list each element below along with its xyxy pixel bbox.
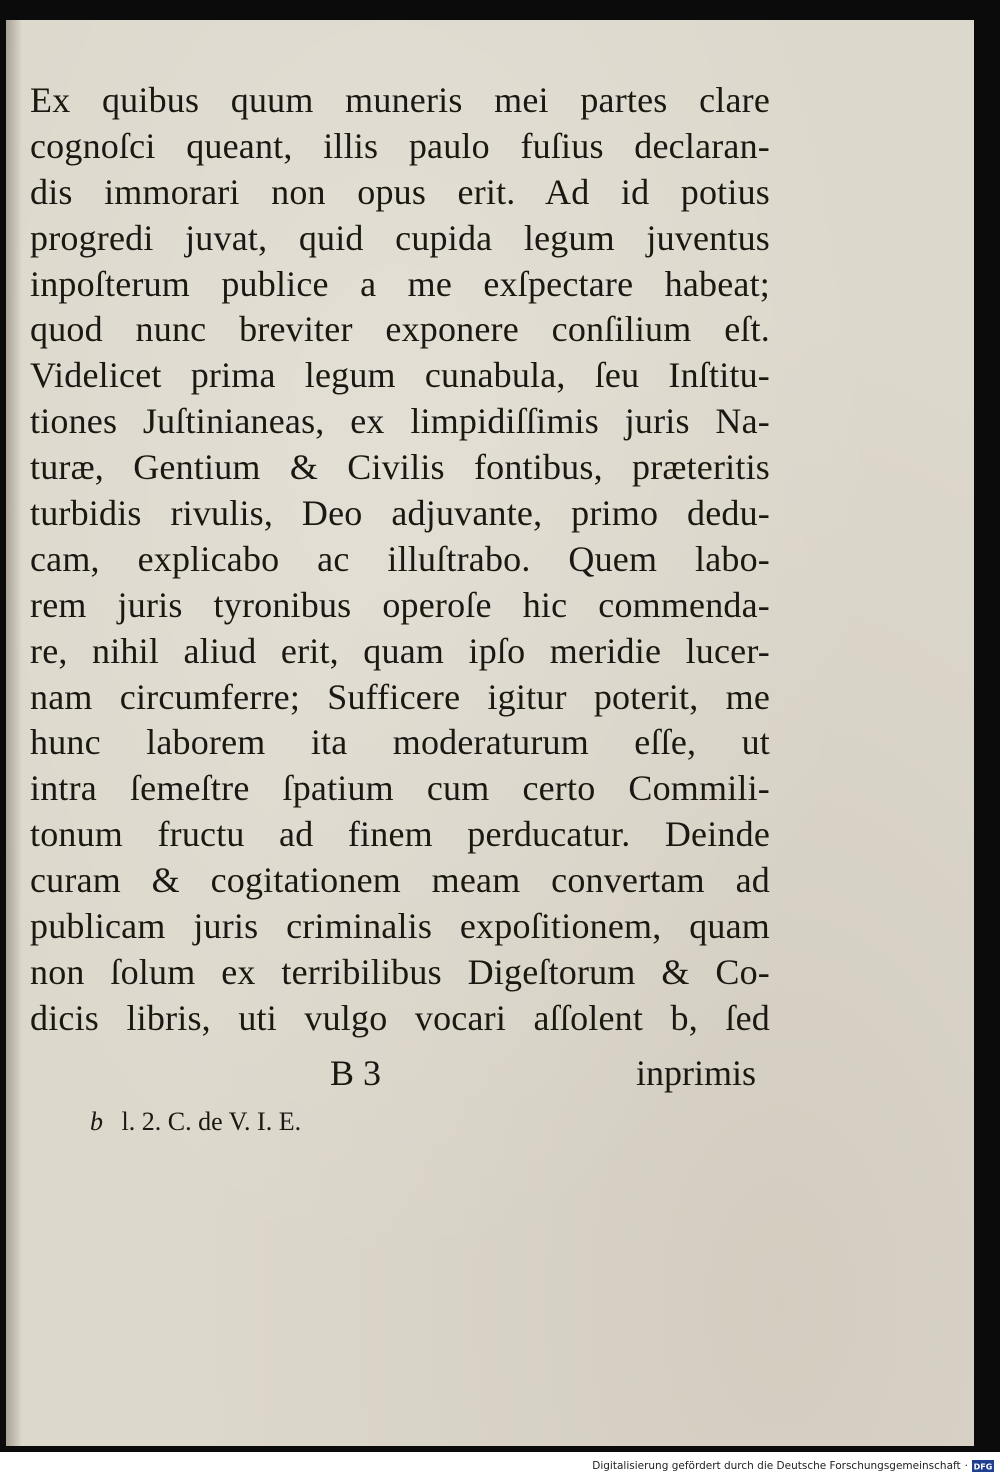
body-text <box>30 78 770 1042</box>
book-page <box>6 20 974 1446</box>
text-line: curam & cogitationem meam convertam ad <box>30 860 770 901</box>
text-line: tonum fructu ad finem perducatur. Deinde <box>30 814 770 855</box>
text-line: progredi juvat, quid cupida legum juventus <box>30 217 770 258</box>
signature-line <box>30 1050 770 1096</box>
text-line: dicis libris, uti vulgo vocari aſſolent b, ſed <box>30 997 770 1038</box>
footnote-text: l. 2. C. de V. I. E. <box>121 1107 302 1136</box>
dfg-logo-icon <box>972 1460 994 1472</box>
text-line: Videlicet prima legum cunabula, ſeu Inſtitu- <box>30 355 770 396</box>
text-line: re, nihil aliud erit, quam ipſo meridie lucer- <box>30 630 770 671</box>
text-line: cam, explicabo ac illuſtrabo. Quem labo- <box>30 538 770 579</box>
text-line: turbidis rivulis, Deo adjuvante, primo dedu- <box>30 493 770 534</box>
text-line: turæ, Gentium & Civilis fontibus, præteritis <box>30 447 770 488</box>
text-line: non ſolum ex terribilibus Digeſtorum & Co- <box>30 951 770 992</box>
text-line: cognoſci queant, illis paulo fuſius declaran- <box>30 125 770 166</box>
catchword: inprimis <box>635 1053 756 1093</box>
text-line: hunc laborem ita moderaturum eſſe, ut <box>30 722 770 763</box>
signature-mark: B 3 <box>330 1053 382 1093</box>
text-line: publicam juris criminalis expoſitionem, quam <box>30 906 770 947</box>
text-line: Ex quibus quum muneris mei partes clare <box>30 80 770 120</box>
text-line: dis immorari non opus erit. Ad id potius <box>30 171 770 212</box>
text-line: quod nunc breviter exponere conſilium eſt. <box>30 309 770 350</box>
digitization-credit: Digitalisierung gefördert durch die Deutsche Forschungsgemeinschaft · DFG <box>592 1460 993 1472</box>
dfg-logo-label: DFG <box>973 1462 993 1472</box>
footnote <box>90 1102 301 1142</box>
credit-text: Digitalisierung gefördert durch die Deutsche Forschungsgemeinschaft <box>592 1460 961 1472</box>
text-line: intra ſemeſtre ſpatium cum certo Commili- <box>30 768 770 809</box>
text-line: tiones Juſtinianeas, ex limpidiſſimis juris Na- <box>30 401 770 442</box>
page-gutter-shadow <box>6 20 22 1446</box>
text-line: inpoſterum publice a me exſpectare habeat; <box>30 263 770 304</box>
text-line: nam circumferre; Sufficere igitur poterit, me <box>30 676 770 717</box>
footnote-marker: b <box>90 1107 103 1136</box>
text-line: rem juris tyronibus operoſe hic commenda- <box>30 584 770 625</box>
